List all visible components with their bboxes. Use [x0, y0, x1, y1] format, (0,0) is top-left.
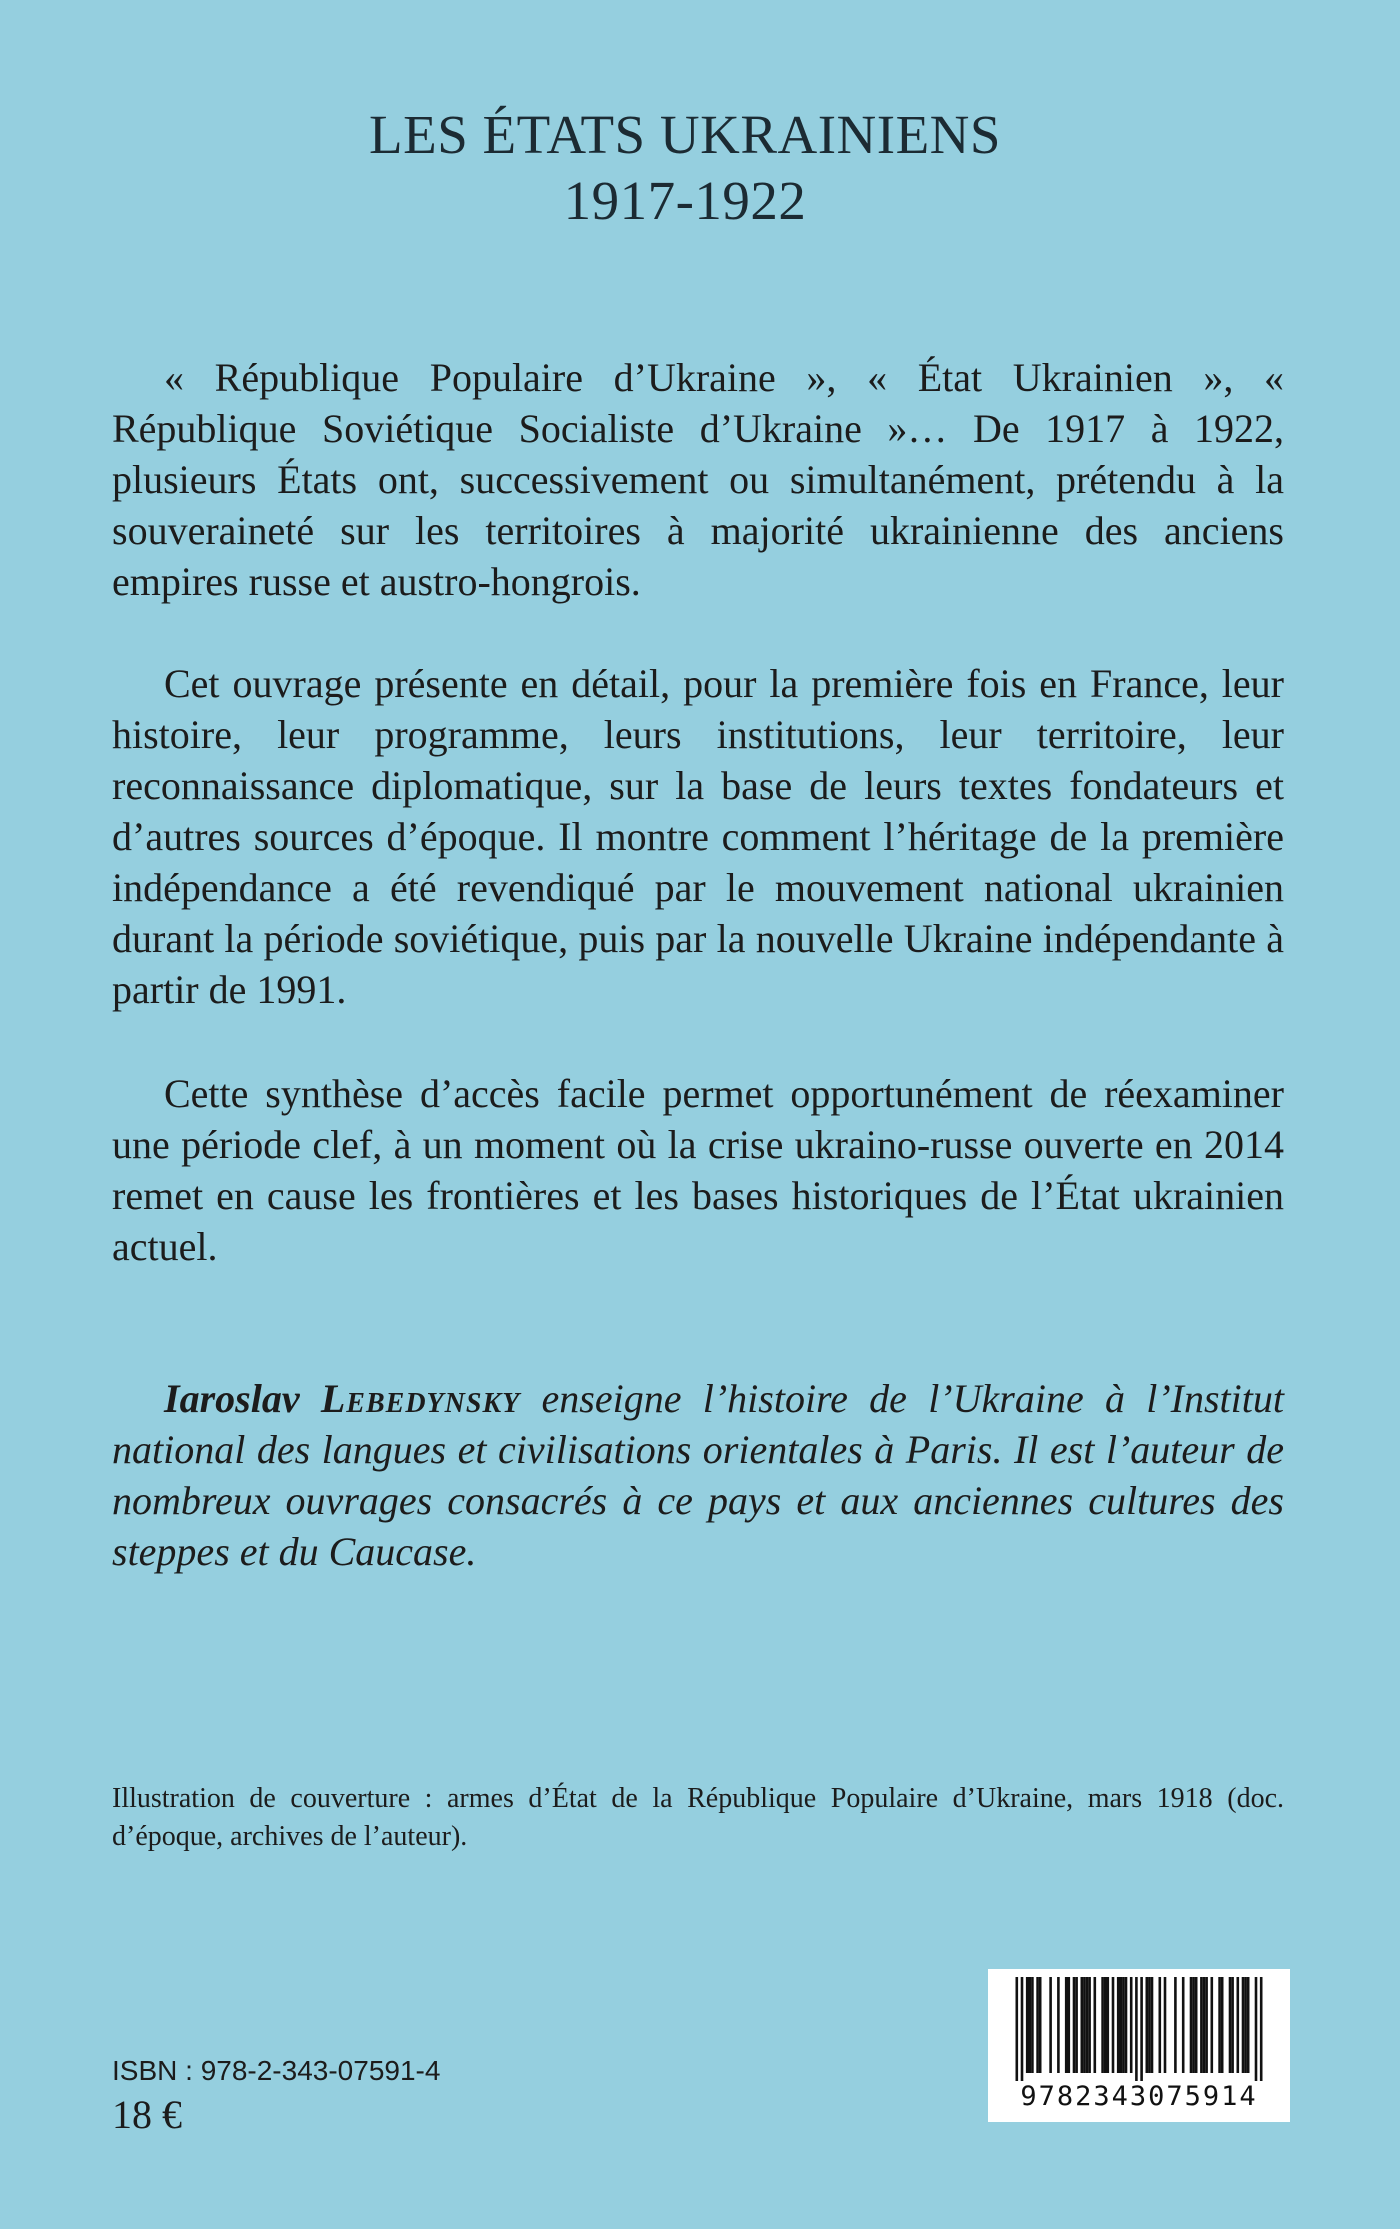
barcode-bar [1174, 1977, 1177, 2073]
barcode-bar [1075, 1977, 1078, 2073]
barcode-bar [1159, 1977, 1162, 2073]
barcode-bar [1031, 1977, 1034, 2073]
barcode-bar [1247, 1977, 1250, 2073]
barcode-bar [1218, 1977, 1221, 2073]
barcode-bar [1094, 1977, 1097, 2073]
title-main: LES ÉTATS UKRAINIENS [369, 104, 1001, 165]
barcode-bar [1190, 1977, 1193, 2073]
isbn: ISBN : 978-2-343-07591-4 [112, 2055, 441, 2086]
barcode-number: 9782343075914 [1020, 2081, 1258, 2112]
barcode-bar [1192, 1977, 1195, 2073]
blurb-paragraph-3 [112, 1068, 1284, 1272]
barcode-bar [1083, 1977, 1086, 2073]
blurb-paragraph-1 [112, 352, 1284, 607]
barcode-bar [1057, 1977, 1060, 2073]
barcode-bar [1104, 1977, 1107, 2073]
barcode-bar [1237, 1977, 1240, 2073]
author-bio [112, 1373, 1284, 1577]
barcode-bar [1260, 1977, 1263, 2081]
author-bio-text: enseigne l’histoire de l’Ukraine à l’Institut national des langues et civilisations orientales à Paris. Il est l’auteur de nombreux ouvrages consacrés à ce pays et aux anciennes cultures des steppes et du Caucase. [112, 1376, 1285, 1574]
barcode-bars [988, 1969, 1290, 2081]
barcode-bar [1146, 1977, 1149, 2073]
barcode-bar [1049, 1977, 1052, 2073]
barcode-bar [1107, 1977, 1110, 2073]
barcode-bar [1068, 1977, 1071, 2073]
barcode-bar [1211, 1977, 1214, 2073]
barcode-bar [1244, 1977, 1247, 2073]
barcode-bar [1148, 1977, 1151, 2073]
barcode-bar [1021, 1977, 1024, 2081]
barcode-bar [1122, 1977, 1125, 2073]
illustration-credit: Illustration de couverture : armes d’État de la République Populaire d’Ukraine, mars 1918 (doc. d’époque, archives de l’auteur). [112, 1783, 1284, 1852]
barcode-bar [1029, 1977, 1032, 2073]
barcode-bar [1125, 1977, 1128, 2073]
barcode-bar [1200, 1977, 1203, 2073]
barcode-bar [1242, 1977, 1245, 2073]
barcode-bar [1081, 1977, 1084, 2073]
barcode-bar [1088, 1977, 1091, 2073]
barcode-bar [1135, 1977, 1138, 2081]
barcode-bar [1101, 1977, 1104, 2073]
barcode-bar [1203, 1977, 1206, 2073]
price: 18 € [112, 2092, 182, 2137]
barcode-bar [1065, 1977, 1068, 2073]
barcode-bar [1130, 1977, 1133, 2073]
author-surname: Lebedynsky [320, 1376, 521, 1421]
barcode-bar [1182, 1977, 1185, 2073]
barcode-bar [1205, 1977, 1208, 2073]
barcode-bar [1164, 1977, 1167, 2073]
paragraph-text: Cette synthèse d’accès facile permet opportunément de réexaminer une période clef, à un moment où la crise ukraino-russe ouverte en 2014 remet en cause les frontières et les bases historiques de l’État ukrainien actuel. [112, 1071, 1284, 1269]
barcode-bar [1036, 1977, 1039, 2073]
barcode-bar [1016, 1977, 1019, 2081]
author-first-name: Iaroslav [164, 1376, 300, 1421]
barcode-bar [1120, 1977, 1123, 2073]
barcode-bar [1026, 1977, 1029, 2073]
blurb-paragraph-2 [112, 658, 1284, 1015]
barcode-bar [1039, 1977, 1042, 2073]
barcode-bar [1140, 1977, 1143, 2081]
barcode-bar [1221, 1977, 1224, 2073]
barcode-bar [1073, 1977, 1076, 2073]
barcode-bar [1229, 1977, 1232, 2073]
title-dates: 1917-1922 [563, 170, 807, 231]
paragraph-text: « République Populaire d’Ukraine », « État Ukrainien », « République Soviétique Socialiste d’Ukraine »… De 1917 à 1922, plusieurs États ont, successivement ou simultanément, prétendu à la souveraineté sur les territoires à majorité ukrainienne des anciens empires russe et austro-hongrois. [112, 355, 1284, 604]
barcode-bar [1086, 1977, 1089, 2073]
barcode-bar [1112, 1977, 1115, 2073]
barcode-bar [1231, 1977, 1234, 2073]
barcode-bar [1151, 1977, 1154, 2073]
barcode-bar [1195, 1977, 1198, 2073]
book-title [0, 102, 1370, 234]
paragraph-text: Cet ouvrage présente en détail, pour la première fois en France, leur histoire, leur programme, leurs institutions, leur territoire, leur reconnaissance diplomatique, sur la base de leurs textes fondateurs et d’autres sources d’époque. Il montre comment l’héritage de la première indépendance a été revendiqué par le mouvement national ukrainien durant la période soviétique, puis par la nouvelle Ukraine indépendante à partir de 1991. [112, 661, 1284, 1012]
barcode [988, 1969, 1290, 2122]
barcode-bar [1255, 1977, 1258, 2081]
barcode-bar [1117, 1977, 1120, 2073]
